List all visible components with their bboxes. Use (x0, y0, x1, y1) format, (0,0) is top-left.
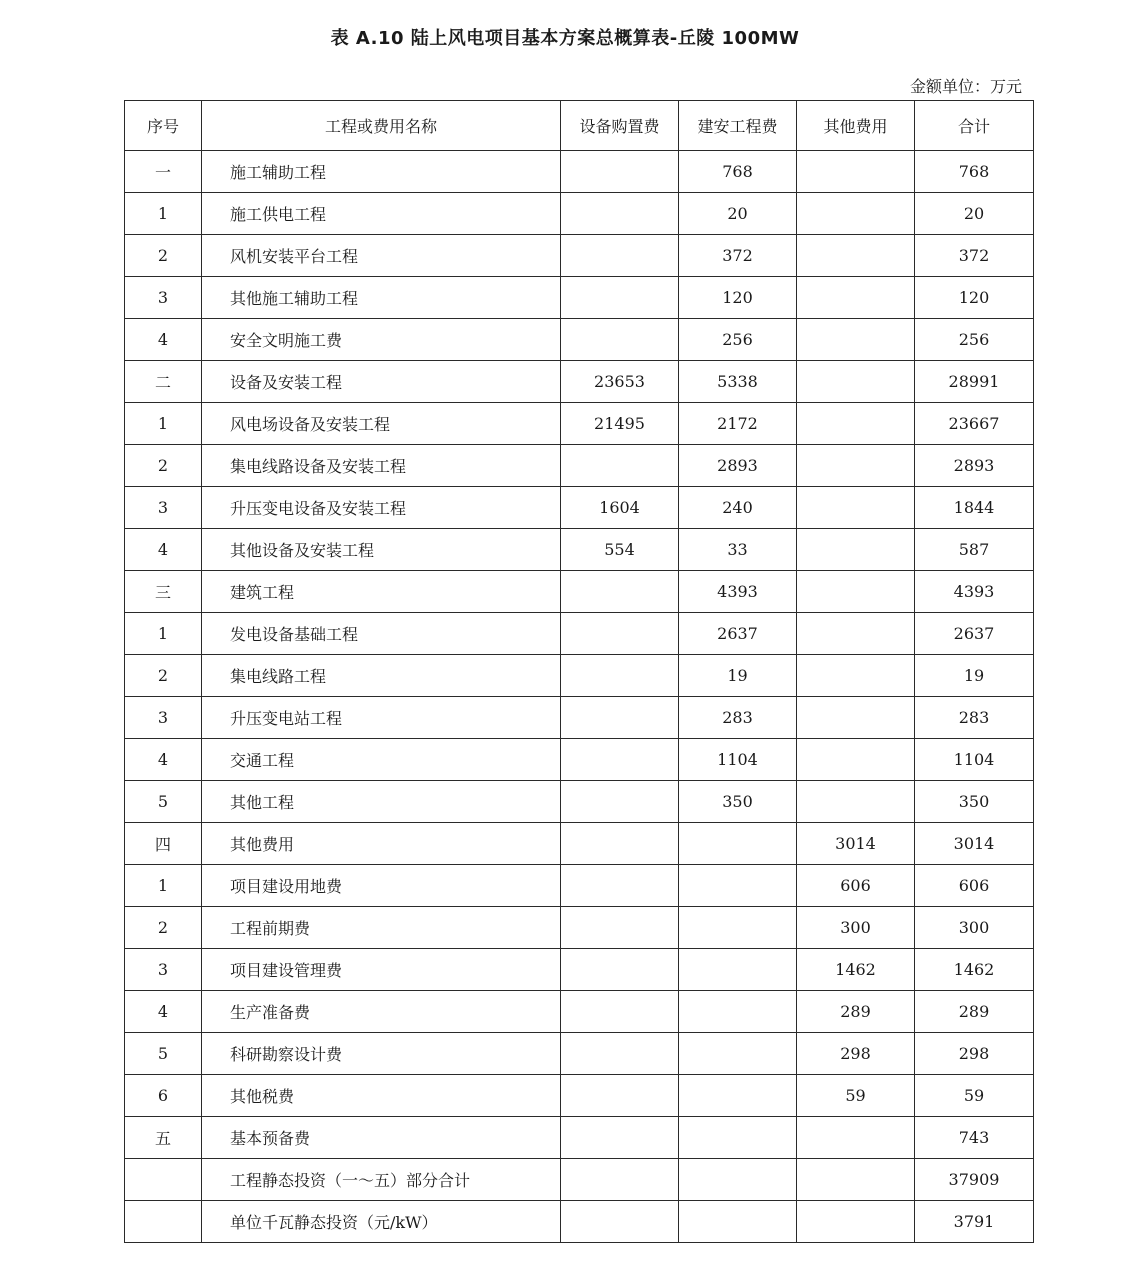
cell-equipment-cost: 21495 (561, 403, 679, 445)
cell-serial-no: 1 (125, 613, 202, 655)
cell-installation-cost (679, 823, 797, 865)
cell-equipment-cost (561, 865, 679, 907)
table-row (125, 739, 1034, 781)
cell-installation-cost: 120 (679, 277, 797, 319)
cell-equipment-cost (561, 151, 679, 193)
cell-installation-cost: 19 (679, 655, 797, 697)
cell-installation-cost (679, 1033, 797, 1075)
table-body (125, 151, 1034, 1243)
cell-serial-no: 五 (125, 1117, 202, 1159)
cell-equipment-cost (561, 571, 679, 613)
cell-serial-no: 二 (125, 361, 202, 403)
cell-total: 606 (915, 865, 1034, 907)
cell-item-name: 其他施工辅助工程 (202, 277, 561, 319)
cell-item-name: 单位千瓦静态投资（元/kW） (202, 1201, 561, 1243)
cell-serial-no: 三 (125, 571, 202, 613)
cell-item-name: 项目建设用地费 (202, 865, 561, 907)
cell-item-name: 安全文明施工费 (202, 319, 561, 361)
cell-total: 587 (915, 529, 1034, 571)
cell-equipment-cost (561, 1033, 679, 1075)
cell-equipment-cost (561, 319, 679, 361)
cell-item-name: 施工辅助工程 (202, 151, 561, 193)
table-row (125, 529, 1034, 571)
cell-total: 298 (915, 1033, 1034, 1075)
cell-equipment-cost (561, 823, 679, 865)
cell-total: 59 (915, 1075, 1034, 1117)
cell-equipment-cost (561, 781, 679, 823)
cell-equipment-cost (561, 1075, 679, 1117)
cell-serial-no (125, 1159, 202, 1201)
cell-installation-cost: 372 (679, 235, 797, 277)
cell-installation-cost (679, 907, 797, 949)
cell-total: 743 (915, 1117, 1034, 1159)
cell-installation-cost: 768 (679, 151, 797, 193)
cell-item-name: 其他费用 (202, 823, 561, 865)
cell-other-cost (797, 277, 915, 319)
table-row (125, 1159, 1034, 1201)
cell-serial-no: 4 (125, 991, 202, 1033)
cell-equipment-cost (561, 907, 679, 949)
header-installation-cost: 建安工程费 (679, 101, 797, 151)
cell-other-cost: 59 (797, 1075, 915, 1117)
cell-installation-cost (679, 1117, 797, 1159)
cell-equipment-cost (561, 739, 679, 781)
cell-total: 19 (915, 655, 1034, 697)
cell-equipment-cost (561, 991, 679, 1033)
cell-equipment-cost (561, 193, 679, 235)
cell-installation-cost: 350 (679, 781, 797, 823)
cell-other-cost (797, 193, 915, 235)
cell-other-cost (797, 613, 915, 655)
cell-other-cost: 289 (797, 991, 915, 1033)
cell-other-cost (797, 655, 915, 697)
cell-total: 4393 (915, 571, 1034, 613)
cell-total: 1462 (915, 949, 1034, 991)
table-row (125, 949, 1034, 991)
cell-other-cost (797, 487, 915, 529)
cell-total: 20 (915, 193, 1034, 235)
header-other-cost: 其他费用 (797, 101, 915, 151)
cell-other-cost (797, 1201, 915, 1243)
cell-serial-no: 2 (125, 655, 202, 697)
cell-item-name: 工程静态投资（一～五）部分合计 (202, 1159, 561, 1201)
header-equipment-cost: 设备购置费 (561, 101, 679, 151)
cell-item-name: 项目建设管理费 (202, 949, 561, 991)
cell-installation-cost: 2637 (679, 613, 797, 655)
cell-equipment-cost (561, 949, 679, 991)
cell-serial-no: 4 (125, 739, 202, 781)
cell-installation-cost: 2172 (679, 403, 797, 445)
cell-other-cost: 300 (797, 907, 915, 949)
cell-other-cost: 606 (797, 865, 915, 907)
cell-installation-cost: 283 (679, 697, 797, 739)
cell-item-name: 基本预备费 (202, 1117, 561, 1159)
cell-item-name: 集电线路设备及安装工程 (202, 445, 561, 487)
table-row (125, 361, 1034, 403)
table-row (125, 193, 1034, 235)
cell-equipment-cost (561, 1159, 679, 1201)
cell-installation-cost (679, 949, 797, 991)
cell-serial-no: 3 (125, 697, 202, 739)
header-item-name: 工程或费用名称 (202, 101, 561, 151)
cell-serial-no: 2 (125, 235, 202, 277)
cell-other-cost (797, 1159, 915, 1201)
cell-total: 289 (915, 991, 1034, 1033)
cell-serial-no: 3 (125, 949, 202, 991)
cell-serial-no: 2 (125, 445, 202, 487)
cell-other-cost (797, 361, 915, 403)
cell-other-cost (797, 697, 915, 739)
table-header-row (125, 101, 1034, 151)
cell-item-name: 工程前期费 (202, 907, 561, 949)
table-row (125, 571, 1034, 613)
cell-installation-cost: 1104 (679, 739, 797, 781)
cell-item-name: 升压变电站工程 (202, 697, 561, 739)
cell-total: 23667 (915, 403, 1034, 445)
budget-table (124, 100, 1034, 1243)
cell-other-cost (797, 529, 915, 571)
cell-item-name: 建筑工程 (202, 571, 561, 613)
cell-installation-cost: 20 (679, 193, 797, 235)
cell-item-name: 风电场设备及安装工程 (202, 403, 561, 445)
table-row (125, 865, 1034, 907)
cell-other-cost: 298 (797, 1033, 915, 1075)
cell-serial-no: 1 (125, 865, 202, 907)
cell-serial-no: 3 (125, 487, 202, 529)
cell-total: 256 (915, 319, 1034, 361)
cell-item-name: 设备及安装工程 (202, 361, 561, 403)
table-row (125, 781, 1034, 823)
table-row (125, 1033, 1034, 1075)
cell-item-name: 生产准备费 (202, 991, 561, 1033)
table-row (125, 487, 1034, 529)
cell-item-name: 施工供电工程 (202, 193, 561, 235)
cell-installation-cost (679, 1159, 797, 1201)
cell-installation-cost (679, 1201, 797, 1243)
cell-serial-no: 6 (125, 1075, 202, 1117)
cell-serial-no: 4 (125, 319, 202, 361)
cell-equipment-cost: 23653 (561, 361, 679, 403)
cell-total: 28991 (915, 361, 1034, 403)
cell-equipment-cost: 1604 (561, 487, 679, 529)
cell-installation-cost: 2893 (679, 445, 797, 487)
table-row (125, 235, 1034, 277)
cell-item-name: 集电线路工程 (202, 655, 561, 697)
cell-equipment-cost (561, 655, 679, 697)
cell-other-cost: 1462 (797, 949, 915, 991)
cell-other-cost: 3014 (797, 823, 915, 865)
cell-other-cost (797, 445, 915, 487)
cell-other-cost (797, 319, 915, 361)
cell-other-cost (797, 403, 915, 445)
table-row (125, 991, 1034, 1033)
cell-total: 300 (915, 907, 1034, 949)
cell-other-cost (797, 571, 915, 613)
cell-total: 283 (915, 697, 1034, 739)
cell-other-cost (797, 235, 915, 277)
table-row (125, 277, 1034, 319)
cell-other-cost (797, 151, 915, 193)
cell-total: 3791 (915, 1201, 1034, 1243)
table-row (125, 1075, 1034, 1117)
cell-item-name: 交通工程 (202, 739, 561, 781)
cell-equipment-cost (561, 1201, 679, 1243)
cell-equipment-cost (561, 1117, 679, 1159)
cell-total: 2637 (915, 613, 1034, 655)
table-title: 表 A.10 陆上风电项目基本方案总概算表-丘陵 100MW (330, 28, 800, 49)
cell-equipment-cost: 554 (561, 529, 679, 571)
cell-serial-no: 3 (125, 277, 202, 319)
cell-serial-no: 四 (125, 823, 202, 865)
cell-serial-no: 2 (125, 907, 202, 949)
cell-total: 1844 (915, 487, 1034, 529)
cell-equipment-cost (561, 235, 679, 277)
table-row (125, 613, 1034, 655)
cell-item-name: 其他设备及安装工程 (202, 529, 561, 571)
cell-serial-no: 5 (125, 1033, 202, 1075)
cell-item-name: 科研勘察设计费 (202, 1033, 561, 1075)
header-serial-no: 序号 (125, 101, 202, 151)
cell-installation-cost (679, 1075, 797, 1117)
cell-installation-cost (679, 865, 797, 907)
table-row (125, 1201, 1034, 1243)
table-row (125, 907, 1034, 949)
table-row (125, 319, 1034, 361)
cell-item-name: 其他工程 (202, 781, 561, 823)
cell-installation-cost: 33 (679, 529, 797, 571)
table-row (125, 697, 1034, 739)
header-total: 合计 (915, 101, 1034, 151)
cell-installation-cost: 5338 (679, 361, 797, 403)
cell-total: 3014 (915, 823, 1034, 865)
cell-equipment-cost (561, 277, 679, 319)
cell-serial-no: 1 (125, 403, 202, 445)
cell-total: 2893 (915, 445, 1034, 487)
cell-installation-cost (679, 991, 797, 1033)
cell-other-cost (797, 739, 915, 781)
cell-item-name: 发电设备基础工程 (202, 613, 561, 655)
table-row (125, 445, 1034, 487)
cell-item-name: 其他税费 (202, 1075, 561, 1117)
cell-other-cost (797, 781, 915, 823)
cell-total: 37909 (915, 1159, 1034, 1201)
cell-equipment-cost (561, 613, 679, 655)
cell-total: 1104 (915, 739, 1034, 781)
cell-item-name: 升压变电设备及安装工程 (202, 487, 561, 529)
cell-installation-cost: 256 (679, 319, 797, 361)
cell-serial-no: 5 (125, 781, 202, 823)
cell-serial-no: 一 (125, 151, 202, 193)
cell-other-cost (797, 1117, 915, 1159)
cell-total: 120 (915, 277, 1034, 319)
table-row (125, 823, 1034, 865)
table-row (125, 655, 1034, 697)
table-row (125, 403, 1034, 445)
cell-total: 372 (915, 235, 1034, 277)
cell-serial-no: 1 (125, 193, 202, 235)
cell-equipment-cost (561, 697, 679, 739)
cell-total: 350 (915, 781, 1034, 823)
cell-serial-no: 4 (125, 529, 202, 571)
cell-installation-cost: 4393 (679, 571, 797, 613)
cell-installation-cost: 240 (679, 487, 797, 529)
cell-total: 768 (915, 151, 1034, 193)
amount-unit-label: 金额单位：万元 (909, 77, 1022, 96)
cell-serial-no (125, 1201, 202, 1243)
cell-equipment-cost (561, 445, 679, 487)
cell-item-name: 风机安装平台工程 (202, 235, 561, 277)
table-row (125, 1117, 1034, 1159)
table-row (125, 151, 1034, 193)
